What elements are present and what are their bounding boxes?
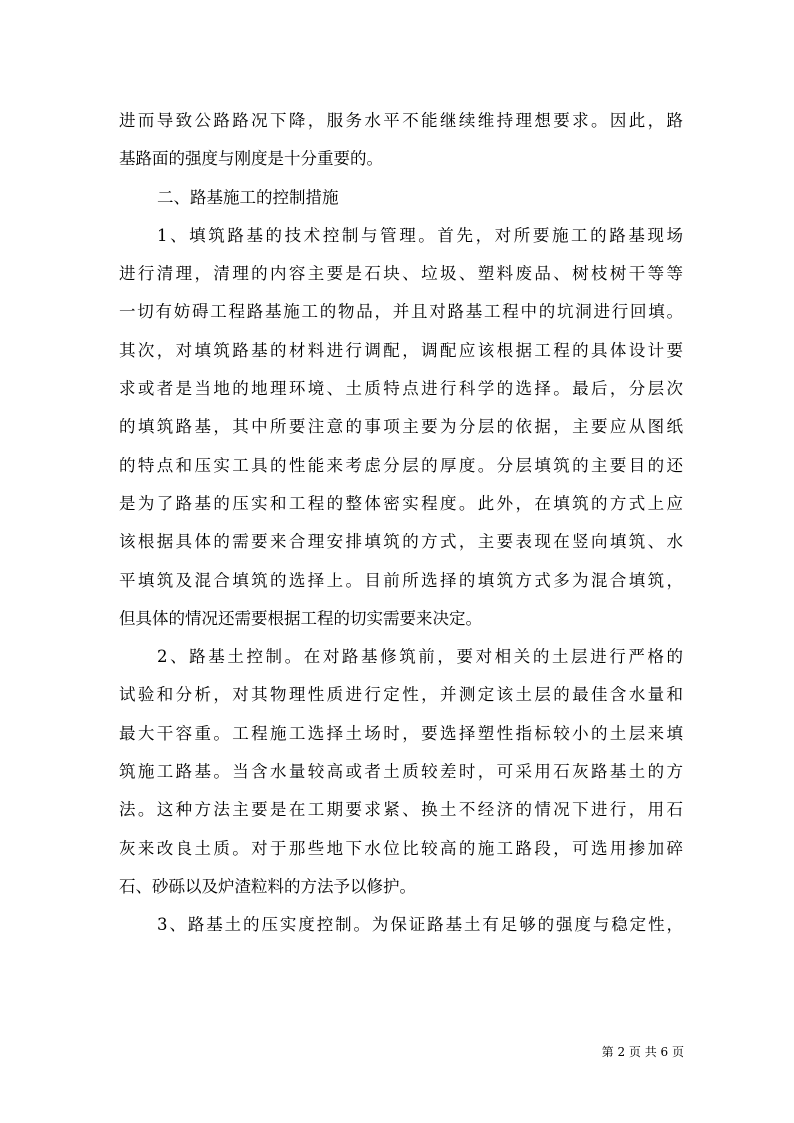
text-line: 但具体的情况还需要根据工程的切实需要来决定。 (119, 608, 482, 628)
body-text (119, 102, 683, 945)
text-line: 1、填筑路基的技术控制与管理。首先，对所要施工的路基现场 (157, 225, 683, 245)
text-line: 一切有妨碍工程路基施工的物品，并且对路基工程中的坑洞进行回填。 (119, 302, 683, 322)
text-line: 试验和分析，对其物理性质进行定性，并测定该土层的最佳含水量和 (119, 685, 683, 705)
text-line: 的填筑路基，其中所要注意的事项主要为分层的依据，主要应从图纸 (119, 417, 683, 437)
text-line: 进而导致公路路况下降，服务水平不能继续维持理想要求。因此，路 (119, 111, 683, 130)
text-line: 该根据具体的需要来合理安排填筑的方式，主要表现在竖向填筑、水 (119, 532, 683, 552)
text-line: 筑施工路基。当含水量较高或者土质较差时，可采用石灰路基土的方 (119, 762, 683, 782)
text-line: 灰来改良土质。对于那些地下水位比较高的施工路段，可选用掺加碎 (119, 838, 683, 858)
text-line: 最大干容重。工程施工选择土场时，要选择塑性指标较小的土层来填 (119, 723, 683, 743)
text-line: 基路面的强度与刚度是十分重要的。 (119, 149, 383, 169)
text-line: 平填筑及混合填筑的选择上。目前所选择的填筑方式多为混合填筑， (119, 570, 683, 590)
section-heading: 二、路基施工的控制措施 (157, 187, 339, 207)
text-line: 进行清理，清理的内容主要是石块、垃圾、塑料废品、树枝树干等等 (119, 264, 683, 284)
text-line: 3、路基土的压实度控制。为保证路基土有足够的强度与稳定性， (157, 915, 683, 935)
text-line: 的特点和压实工具的性能来考虑分层的厚度。分层填筑的主要目的还 (119, 455, 683, 475)
text-line: 其次，对填筑路基的材料进行调配，调配应该根据工程的具体设计要 (119, 340, 683, 360)
text-line: 求或者是当地的地理环境、土质特点进行科学的选择。最后，分层次 (119, 379, 683, 399)
text-line: 法。这种方法主要是在工期要求紧、换土不经济的情况下进行，用石 (119, 800, 683, 820)
text-line: 石、砂砾以及炉渣粒料的方法予以修护。 (119, 876, 416, 896)
text-line: 2、路基土控制。在对路基修筑前，要对相关的土层进行严格的 (157, 647, 683, 667)
page-number: 第 2 页 共 6 页 (601, 1045, 684, 1059)
text-line: 是为了路基的压实和工程的整体密实程度。此外，在填筑的方式上应 (119, 493, 683, 513)
